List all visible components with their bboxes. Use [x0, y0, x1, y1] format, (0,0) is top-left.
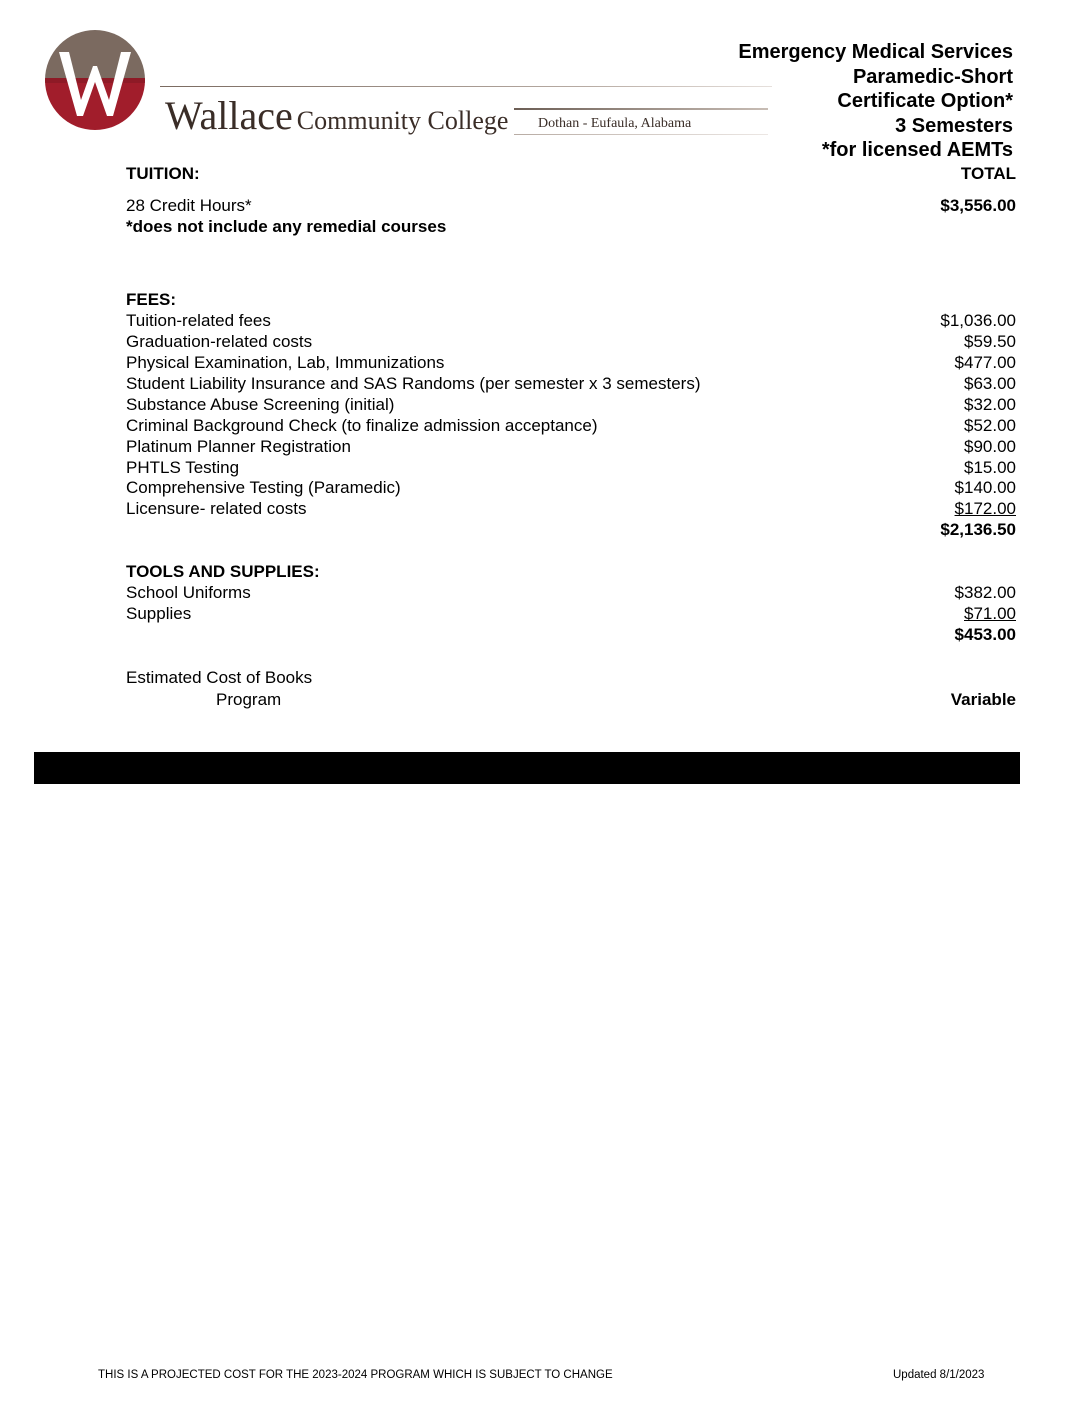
college-name [165, 92, 508, 139]
program-title-block [738, 40, 1013, 163]
college-logo-seal [45, 30, 145, 130]
credit-hours-label: 28 Credit Hours* [126, 196, 252, 215]
fee-value: $52.00 [964, 416, 1016, 435]
program-title: Emergency Medical Services [738, 41, 1013, 63]
fee-label: Substance Abuse Screening (initial) [126, 395, 395, 414]
tools-heading-row [126, 561, 1016, 582]
black-divider-bar [34, 752, 1020, 784]
program-option: Certificate Option* [837, 90, 1013, 112]
fee-label: PHTLS Testing [126, 458, 240, 477]
fees-subtotal: $2,136.50 [940, 520, 1016, 539]
tuition-credit-row [126, 195, 1016, 216]
books-label: Estimated Cost of Books [126, 668, 313, 687]
tools-label: Supplies [126, 604, 192, 623]
tuition-heading: TUITION: [126, 164, 200, 183]
program-subtitle: Paramedic-Short [852, 65, 1013, 88]
books-program-value: Variable [950, 690, 1016, 709]
fee-value: $172.00 [954, 499, 1016, 518]
fee-label: Graduation-related costs [126, 332, 313, 351]
fee-row [126, 436, 1016, 457]
fee-label: Licensure- related costs [126, 499, 307, 518]
tuition-note: *does not include any remedial courses [126, 217, 447, 236]
books-row [126, 667, 1016, 688]
program-eligibility: *for licensed AEMTs [821, 139, 1013, 161]
logo-top-rule [160, 86, 772, 87]
college-location: Dothan - Eufaula, Alabama [538, 116, 692, 131]
fee-value: $59.50 [964, 332, 1016, 351]
fee-row [126, 373, 1016, 394]
fee-row [126, 415, 1016, 436]
tools-value: $382.00 [954, 583, 1016, 602]
tuition-note-row [126, 216, 1016, 237]
fee-value: $1,036.00 [940, 311, 1016, 330]
fee-row [126, 394, 1016, 415]
footer-updated-date: Updated 8/1/2023 [893, 1369, 985, 1381]
tools-heading: TOOLS AND SUPPLIES: [126, 562, 320, 581]
fee-label: Tuition-related fees [126, 311, 271, 330]
fee-label: Comprehensive Testing (Paramedic) [126, 478, 401, 497]
college-name-main: Wallace [165, 93, 293, 138]
fee-label: Criminal Background Check (to finalize admission acceptance) [126, 416, 598, 435]
location-bottom-rule [514, 134, 768, 135]
fee-row [126, 498, 1016, 519]
fee-value: $477.00 [954, 353, 1016, 372]
fee-row [126, 477, 1016, 498]
program-duration: 3 Semesters [895, 114, 1013, 137]
total-column-heading: TOTAL [960, 164, 1016, 183]
credit-hours-value: $3,556.00 [940, 196, 1016, 215]
fees-heading: FEES: [126, 290, 177, 309]
tools-row [126, 603, 1016, 624]
fee-label: Student Liability Insurance and SAS Randoms (per semester x 3 semesters) [126, 374, 701, 393]
fee-value: $90.00 [964, 437, 1016, 456]
fees-subtotal-row [126, 519, 1016, 540]
fee-row [126, 352, 1016, 373]
fee-value: $32.00 [964, 395, 1016, 414]
books-program-row [126, 689, 1016, 710]
fee-row [126, 457, 1016, 478]
fee-label: Platinum Planner Registration [126, 437, 351, 456]
footer-disclaimer: THIS IS A PROJECTED COST FOR THE 2023-2024 PROGRAM WHICH IS SUBJECT TO CHANGE [98, 1369, 613, 1381]
tools-value: $71.00 [964, 604, 1016, 623]
fee-row [126, 331, 1016, 352]
tools-label: School Uniforms [126, 583, 251, 602]
tools-subtotal-row [126, 624, 1016, 645]
location-rule [514, 108, 768, 110]
tools-subtotal: $453.00 [954, 625, 1016, 644]
fee-label: Physical Examination, Lab, Immunizations [126, 353, 445, 372]
fee-row [126, 310, 1016, 331]
fee-value: $63.00 [964, 374, 1016, 393]
fee-value: $140.00 [954, 478, 1016, 497]
books-program-label: Program [216, 690, 282, 709]
tuition-heading-row [126, 163, 1016, 184]
fee-value: $15.00 [964, 458, 1016, 477]
fees-heading-row [126, 289, 1016, 310]
tools-row [126, 582, 1016, 603]
college-name-rest: Community College [296, 106, 509, 135]
